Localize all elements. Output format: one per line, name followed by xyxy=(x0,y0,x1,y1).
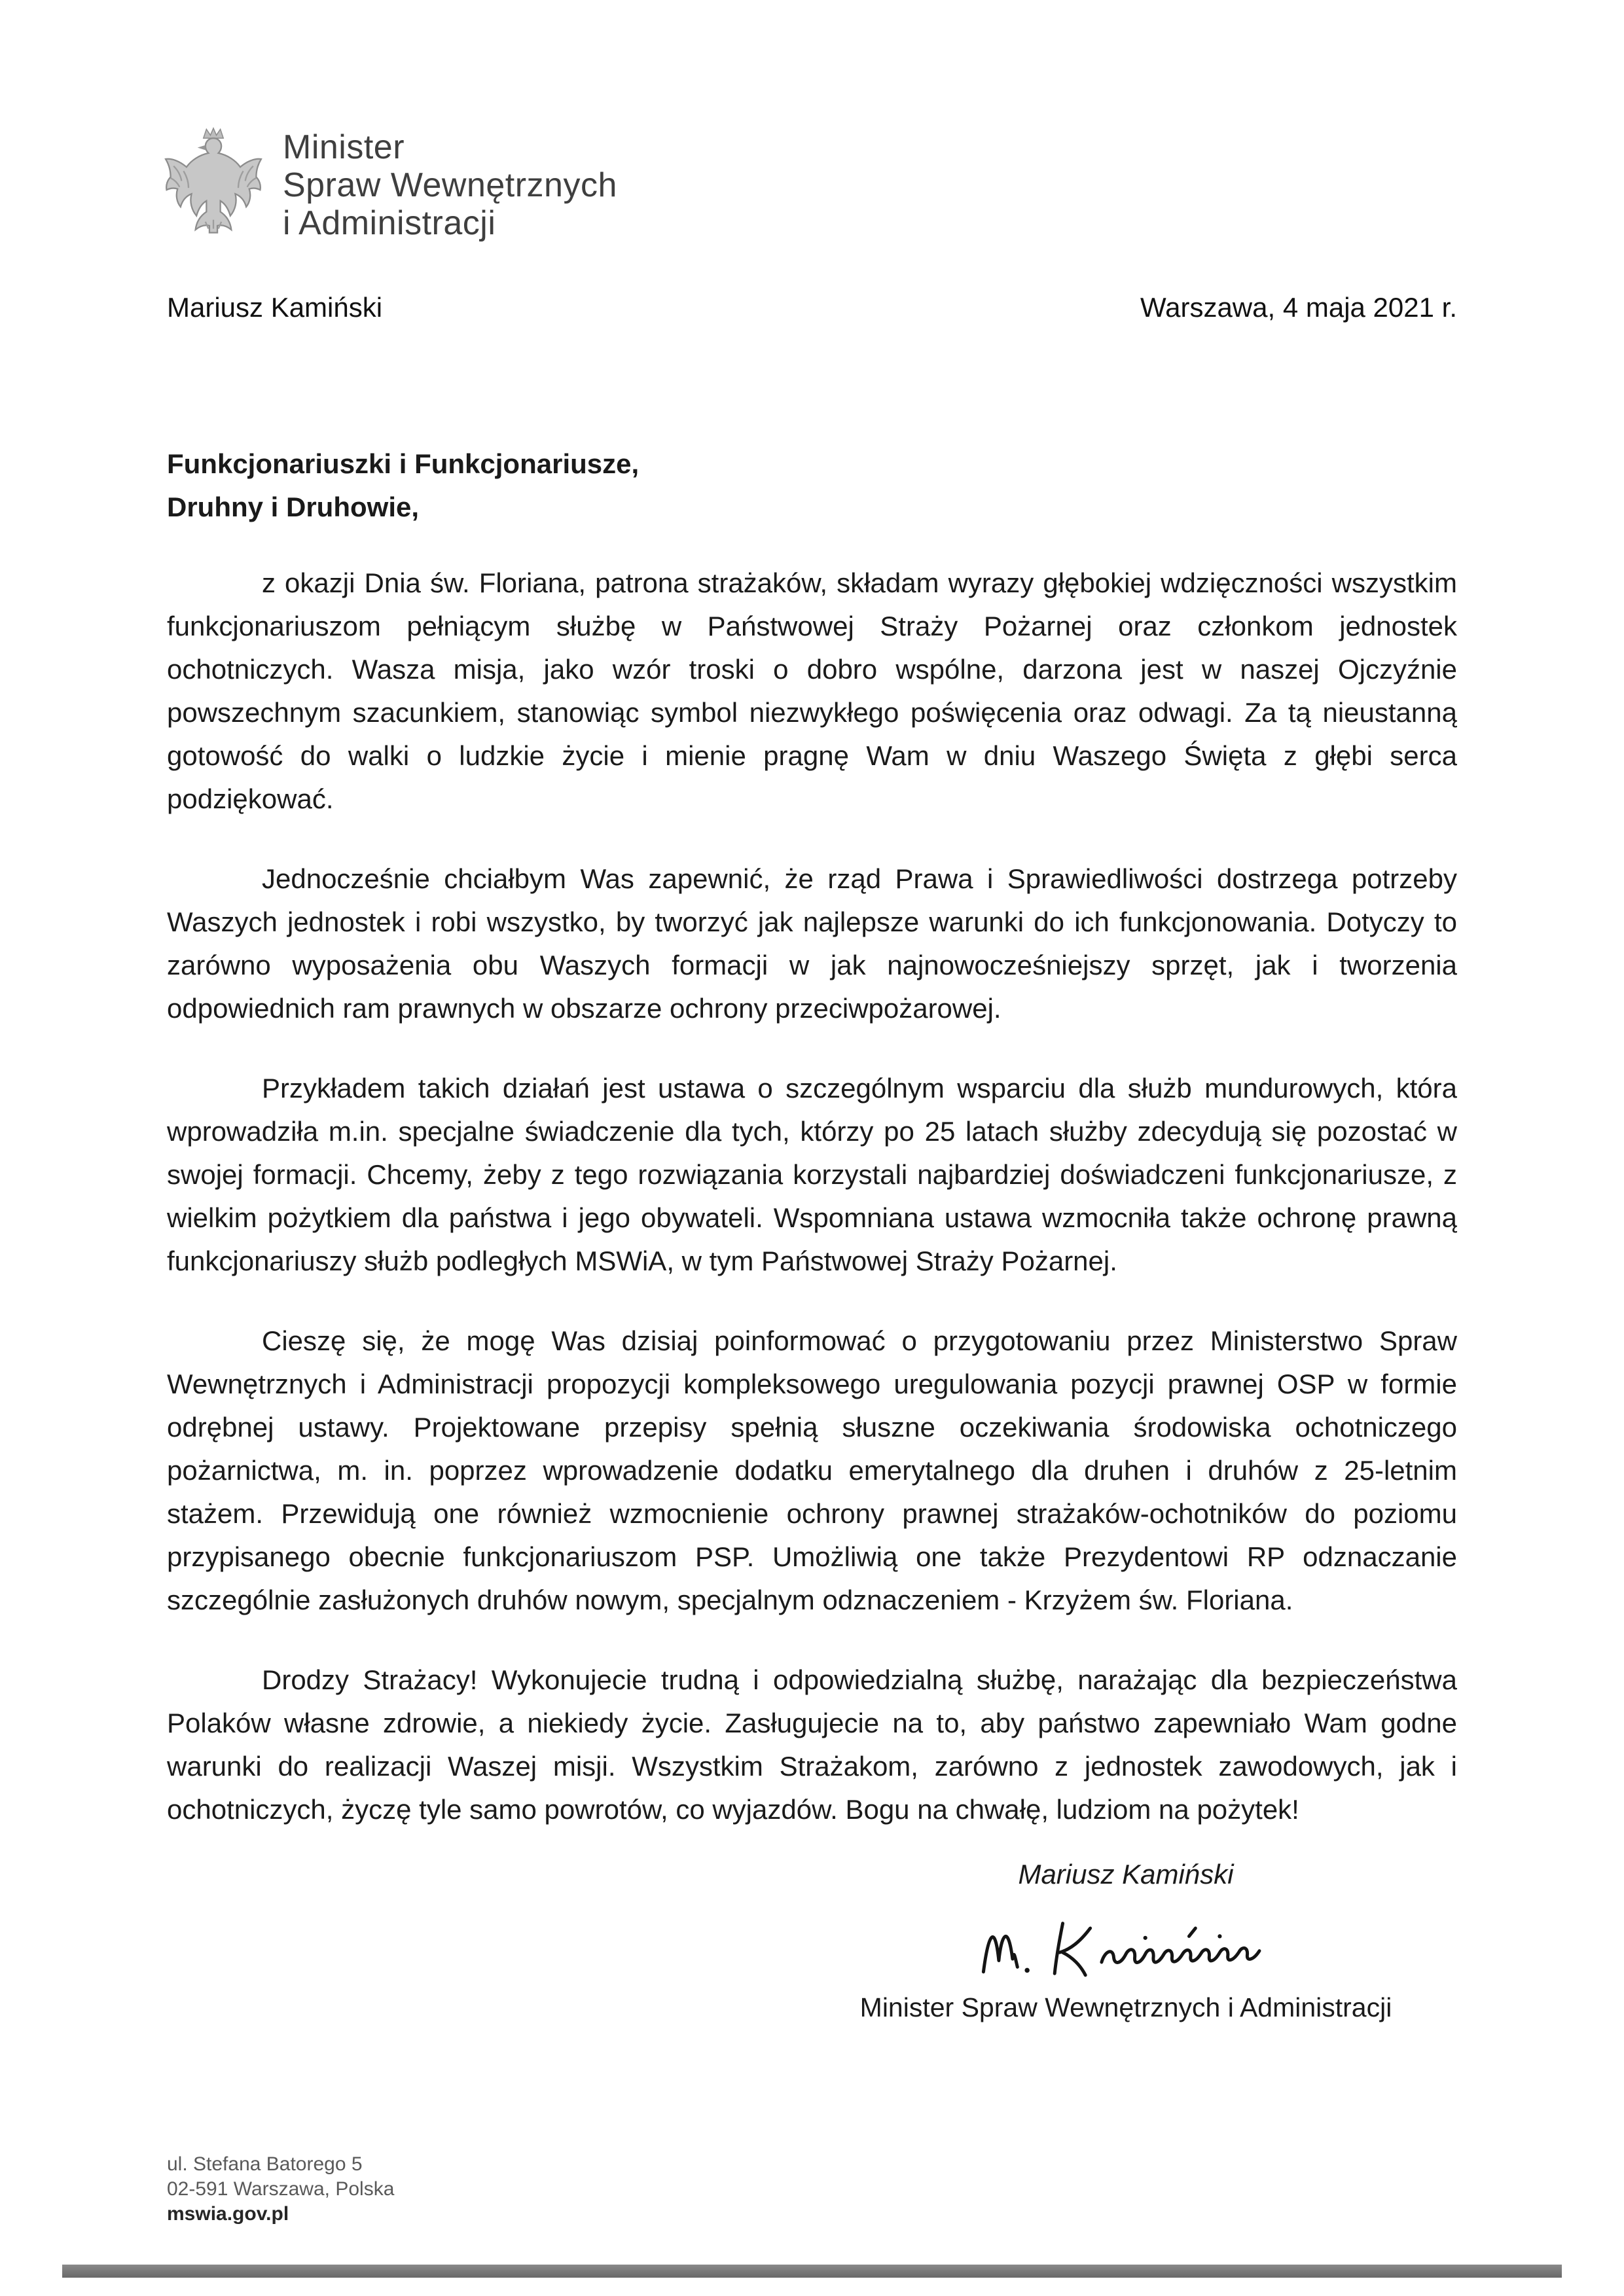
ministry-name-line2: Spraw Wewnętrznych xyxy=(283,166,617,204)
coat-of-arms-eagle-icon xyxy=(164,126,263,238)
footer-street: ul. Stefana Batorego 5 xyxy=(167,2153,363,2175)
meta-row xyxy=(167,292,1457,323)
ministry-name-line3: i Administracji xyxy=(283,204,496,242)
paragraph-3: Przykładem takich działań jest ustawa o szczególnym wsparciu dla służb mundurowych, która wprowadziła m.in. specjalne świadczenie dla tych, którzy po 25 latach służby zdecydują się pozostać w swojej formacji. Chcemy, żeby z tego rozwiązania korzystali najbardziej doświadczeni funkcjonariusze, z wielkim pożytkiem dla państwa i jego obywateli. Wspomniana ustawa wzmocniła także ochronę prawną funkcjonariuszy służb podległych MSWiA, w tym Państwowej Straży Pożarnej. xyxy=(167,1073,1457,1276)
footer-address xyxy=(167,2152,394,2227)
paragraph-5: Drodzy Strażacy! Wykonujecie trudną i odpowiedzialną służbę, narażając dla bezpieczeństwa Polaków własne zdrowie, a niekiedy życie. Zasługujecie na to, aby państwo zapewniało Wam godne warunki do realizacji Waszej misji. Wszystkim Strażakom, zarówno z jednostek zawodowych, jak i ochotniczych, życzę tyle samo powrotów, co wyjazdów. Bogu na chwałę, ludziom na pożytek! xyxy=(167,1664,1457,1825)
paragraph-4: Cieszę się, że mogę Was dzisiaj poinformować o przygotowaniu przez Ministerstwo Spraw Wewnętrznych i Administracji propozycji kompleksowego uregulowania pozycji prawnej OSP w formie odrębnej ustawy. Projektowane przepisy spełnią słuszne oczekiwania środowiska ochotniczego pożarnictwa, m. in. poprzez wprowadzenie dodatku emerytalnego dla druhen i druhów z 25-letnim stażem. Przewidują one również wzmocnienie ochrony prawnej strażaków-ochotników do poziomu przypisanego obecnie funkcjonariuszom PSP. Umożliwią one także Prezydentowi RP odznaczanie szczególnie zasłużonych druhów nowym, specjalnym odznaczeniem - Krzyżem św. Floriana. xyxy=(167,1325,1457,1615)
salutation xyxy=(167,442,1457,529)
signature-block xyxy=(789,1857,1463,2024)
letter-body xyxy=(167,442,1457,1868)
footer-website: mswia.gov.pl xyxy=(167,2203,289,2225)
ministry-name xyxy=(283,126,617,242)
footer-city: 02-591 Warszawa, Polska xyxy=(167,2178,395,2200)
paragraph-2: Jednocześnie chciałbym Was zapewnić, że rząd Prawa i Sprawiedliwości dostrzega potrzeby Waszych jednostek i robi wszystko, by tworzyć jak najlepsze warunki do ich funkcjonowania. Dotyczy to zarówno wyposażenia obu Waszych formacji w jak najnowocześniejszy sprzęt, jak i tworzenia odpowiednich ram prawnych w obszarze ochrony przeciwpożarowej. xyxy=(167,863,1457,1024)
sender-name: Mariusz Kamiński xyxy=(167,292,383,323)
place-date: Warszawa, 4 maja 2021 r. xyxy=(1140,292,1457,323)
handwritten-signature-image xyxy=(972,1901,1280,1990)
signature-title: Minister Spraw Wewnętrznych i Administracji xyxy=(859,1992,1392,2022)
signature-name: Mariusz Kamiński xyxy=(1018,1859,1234,1890)
paragraph-1: z okazji Dnia św. Floriana, patrona strażaków, składam wyrazy głębokiej wdzięczności wszystkim funkcjonariuszom pełniącym służbę w Państwowej Straży Pożarnej oraz członkom jednostek ochotniczych. Wasza misja, jako wzór troski o dobro wspólne, darzona jest w naszej Ojczyźnie powszechnym szacunkiem, stanowiąc symbol niezwykłego poświęcenia oraz odwagi. Za tą nieustanną gotowość do walki o ludzkie życie i mienie pragnę Wam w dniu Waszego Święta z głębi serca podziękować. xyxy=(167,567,1457,814)
letterhead xyxy=(164,126,617,242)
salutation-line1: Funkcjonariuszki i Funkcjonariusze, xyxy=(167,448,640,479)
ministry-name-line1: Minister xyxy=(283,128,405,166)
page-footer-bar xyxy=(62,2265,1562,2278)
salutation-line2: Druhny i Druhowie, xyxy=(167,492,420,522)
